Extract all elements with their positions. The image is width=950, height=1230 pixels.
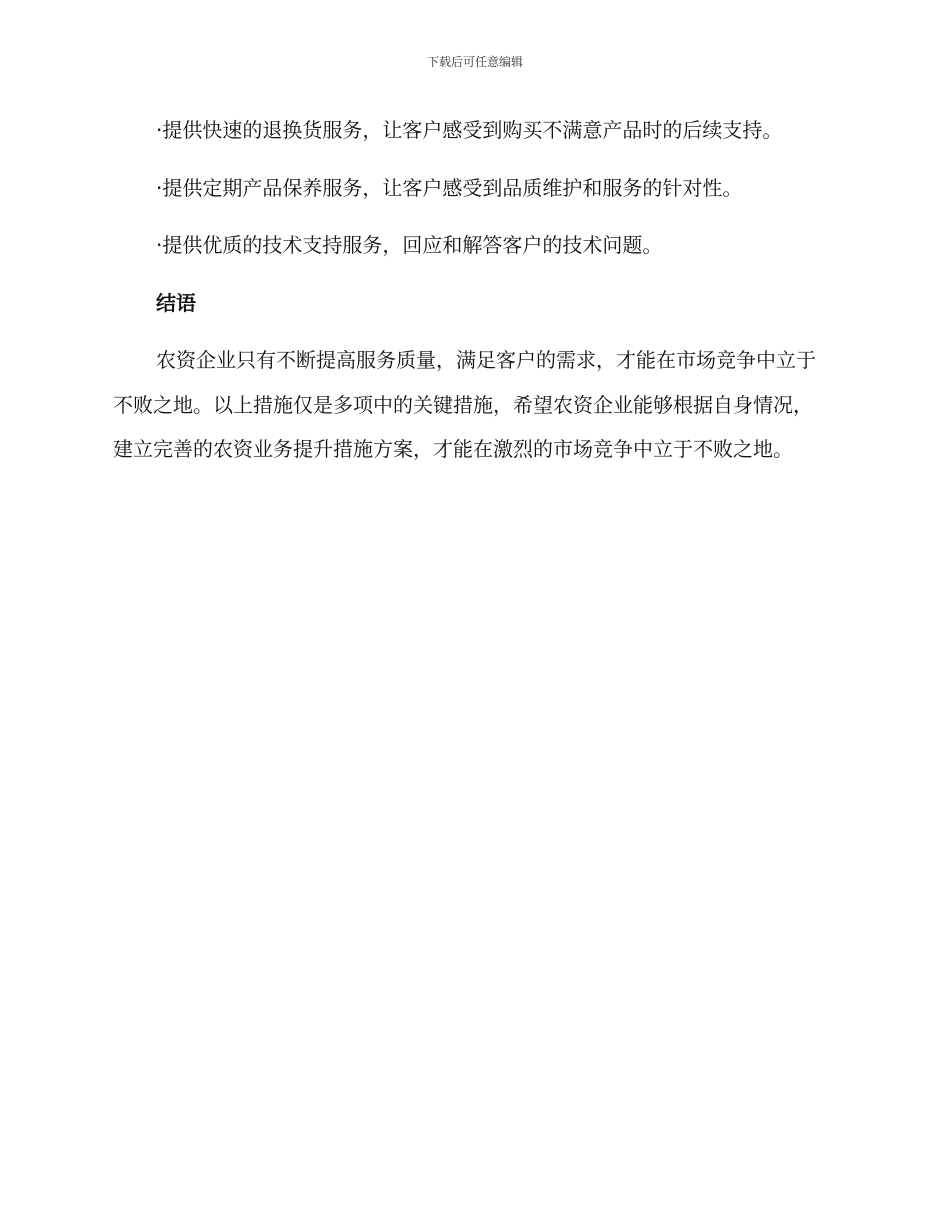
conclusion-heading: 结语 [156, 290, 196, 315]
page-header: 下载后可任意编辑 [426, 55, 523, 69]
document-body [113, 108, 831, 485]
bullet-maintenance: ·提供定期产品保养服务，让客户感受到品质维护和服务的针对性。 [156, 175, 743, 200]
bullet-return-exchange: ·提供快速的退换货服务，让客户感受到购买不满意产品时的后续支持。 [156, 118, 783, 142]
conclusion-paragraph: 农资企业只有不断提高服务质量，满足客户的需求，才能在市场竞争中立于不败之地。以上措施仅是多项中的关键措施，希望农资企业能够根据自身情况，建立完善的农资业务提升措施方案，才能在激烈的市场竞争中立于不败之地。 [113, 348, 816, 461]
bullet-tech-support: ·提供优质的技术支持服务，回应和解答客户的技术问题。 [156, 233, 663, 257]
